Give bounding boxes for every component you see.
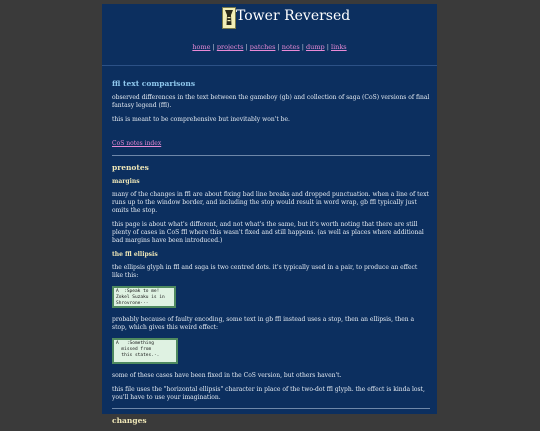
margins-paragraph-2: this page is about what's different, and not what's the same, but it's worth noting that there are still plenty of cases in CoS ffl where this wasn't fixed and still happens. (as well as places where additional bad margins have been introduced.) [112,221,424,244]
main-content [112,76,430,431]
top-nav: home | projects | patches | notes | dump | links [192,43,347,51]
nav-link-home[interactable]: home [192,43,211,51]
nav-link-projects[interactable]: projects [216,43,244,51]
intro-note: this is meant to be comprehensive but inevitably won't be. [112,116,290,123]
cos-notes-index-link[interactable]: CoS notes index [112,140,162,147]
intro-paragraph: observed differences in the text between the gameboy (gb) and collection of saga (CoS) versions of final fantasy legend (ffl). [112,94,430,109]
section-divider [112,408,430,409]
screen-line: Shrovrone··· [116,300,149,306]
screen-line: this states.·. [116,352,160,358]
screen-line: A :Speak to me! [116,289,160,294]
page-container [102,4,437,425]
nav-link-patches[interactable]: patches [249,43,276,51]
prenotes-heading: prenotes [112,163,149,172]
margins-heading: margins [112,178,140,185]
section-divider [112,155,430,156]
ellipsis-heading: the ffl ellipsis [112,251,158,258]
screen-line: Zokel Suzaku is in [116,294,165,300]
margins-paragraph-1: many of the changes in ffl are about fixing bad line breaks and dropped punctuation. when a line of text runs up to the window border, and including the stop would result in word wrap, gb ffl typically just omits the stop. [112,191,429,214]
ellipsis-paragraph-3: some of these cases have been fixed in the CoS version, but others haven't. [112,372,342,379]
site-title[interactable]: Tower Reversed [236,8,351,24]
tower-logo-icon[interactable] [222,7,236,29]
changes-heading: changes [112,416,147,425]
header-divider [102,65,437,66]
screen-line: missed from [116,346,152,352]
nav-link-dump[interactable]: dump [306,43,325,51]
site-header [102,4,437,60]
game-screenshot-1 [112,286,176,308]
nav-link-links[interactable]: links [331,43,347,51]
game-screenshot-2 [112,338,178,364]
screen-line: A :Something [116,341,154,346]
page-title: ffl text comparisons [112,79,196,88]
ellipsis-paragraph-1: the ellipsis glyph in ffl and saga is two centred dots. it's typically used in a pair, to produce an effect like this: [112,264,418,279]
ellipsis-paragraph-2: probably because of faulty encoding, some text in gb ffl instead uses a stop, then an ellipsis, then a stop, which gives this weird effect: [112,316,415,331]
ellipsis-paragraph-4: this file uses the "horizontal ellipsis" character in place of the two-dot ffl glyph. the effect is kinda lost, you'll have to use your imagination. [112,386,425,401]
nav-link-notes[interactable]: notes [281,43,300,51]
